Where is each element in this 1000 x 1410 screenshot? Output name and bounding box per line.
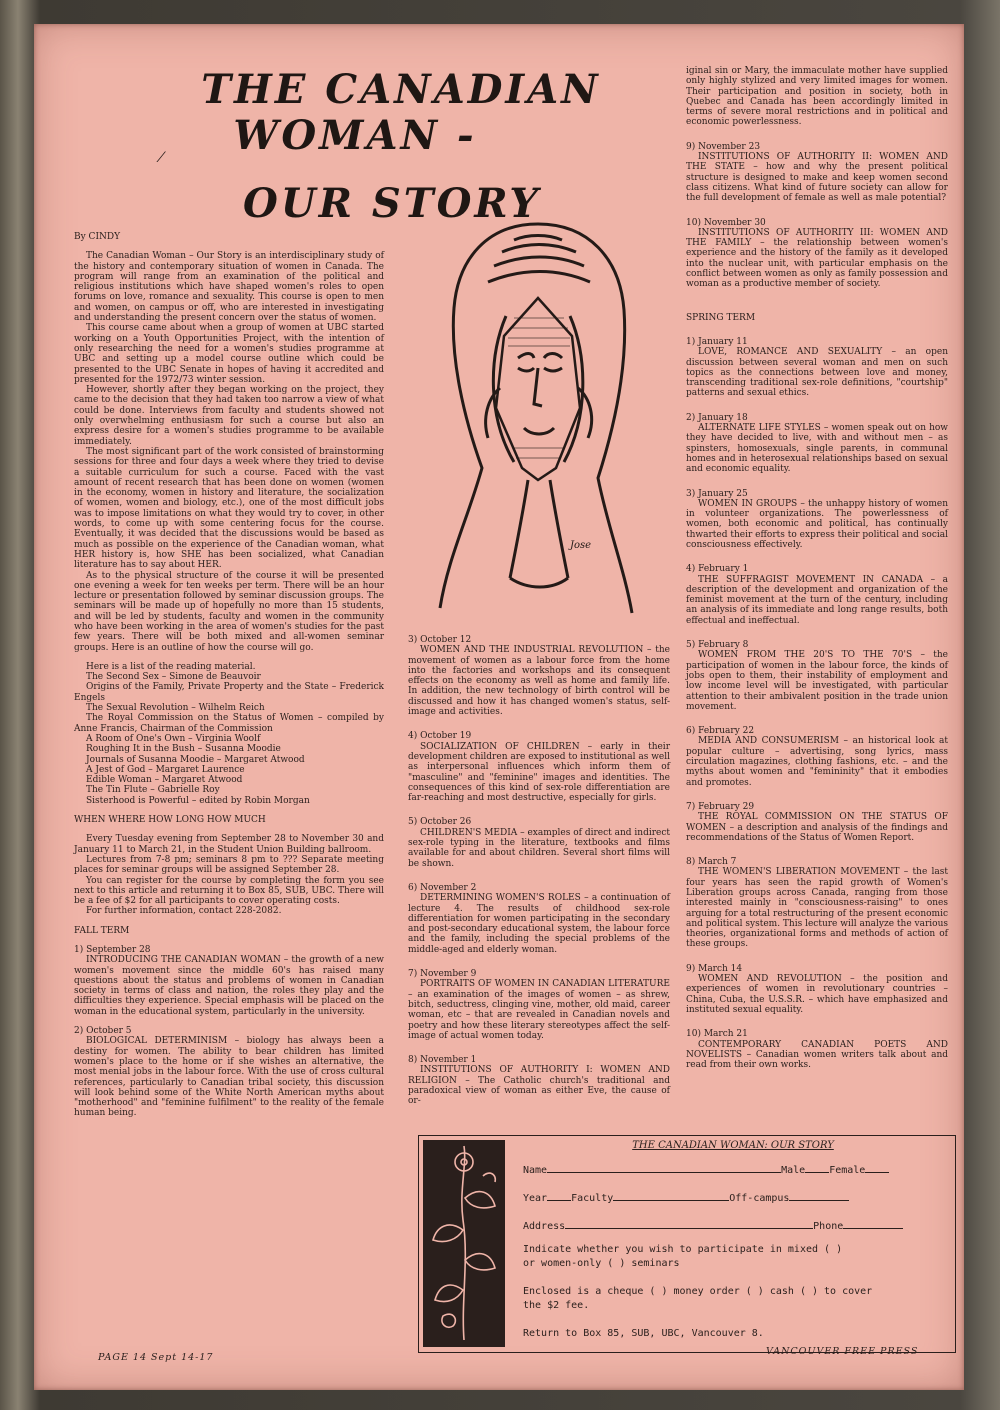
session-text: INTRODUCING THE CANADIAN WOMAN – the growth of a new women's movement since the middle 60's has raised many questions about the status and problems of women in Canadian society in terms of class and nation, the roles they play and the difficulties they experience. Special emphasis will be placed on the woman in the educational system, particularly in the university. xyxy=(74,955,384,1017)
session-text: CHILDREN'S MEDIA – examples of direct and indirect sex-role typing in the literature, textbooks and films available for and about children. Several short films will be shown. xyxy=(408,827,671,869)
when-paragraph: Every Tuesday evening from September 28 to November 30 and January 11 to March 21, in the Student Union Building ballroom. xyxy=(74,834,384,855)
intro-paragraph: This course came about when a group of women at UBC started working on a Youth Opportunities Project, with the intention of only researching the need for a women's studies programme at UBC and setting up a model course outline which could be presented to the UBC Senate in hopes of having it accredited and presented for the 1972/73 winter session. xyxy=(74,323,384,385)
page-footer-right: VANCOUVER FREE PRESS xyxy=(766,1346,919,1357)
session-text: INSTITUTIONS OF AUTHORITY I: WOMEN AND RELIGION – The Catholic church's traditional and paradoxical view of woman as either Eve, the cause of or- xyxy=(408,1065,670,1107)
session-date: 5) February 8 xyxy=(686,640,749,651)
session-date: 1) January 11 xyxy=(686,336,748,347)
reading-list-item: Roughing It in the Bush – Susanna Moodie xyxy=(86,744,281,755)
phone-label: Phone xyxy=(813,1221,844,1232)
reading-list-intro: Here is a list of the reading material. xyxy=(86,661,256,672)
session-date: 7) February 29 xyxy=(686,801,755,812)
session-date: 10) November 30 xyxy=(686,217,766,228)
when-paragraph: You can register for the course by completing the form you see next to this article and returning it to Box 85, SUB, UBC. There will be a fee of $2 for all participants to cover operating costs. xyxy=(74,875,384,907)
session-date: 10) March 21 xyxy=(686,1029,748,1040)
session-text: THE WOMEN'S LIBERATION MOVEMENT – the last four years has seen the rapid growth of Women's Liberation groups across Canada, ranging from those interested mainly in "consciousness-raising" to ones arguing for a total restructuring of the present economic and political system. This lecture will analyze the various theories, organizational forms and methods of action of these groups. xyxy=(686,867,948,950)
intro-paragraph: The most significant part of the work consisted of brainstorming sessions for three and four days a week where they tried to devise a suitable curriculum for such a course. Faced with the vast amount of recent research that has been done on women (women in the economy, women in history and literature, the socialization of women, women and biology, etc.), one of the most difficult jobs was to impose limitations on what they would try to cover, in other words, to come up with some centering focus for the course. Eventually, it was decided that the discussions would be based as much as possible on the experience of the Canadian woman, what HER history is, how SHE has been socialized, what Canadian literature has to say about HER. xyxy=(74,446,384,571)
session-date: 8) March 7 xyxy=(686,857,737,868)
name-field[interactable] xyxy=(547,1162,781,1173)
session-text: WOMEN IN GROUPS – the unhappy history of women in volunteer organizations. The powerlessness of women, both economic and political, has continually thwarted their efforts to express their political and social consciousness effectively. xyxy=(686,498,948,550)
session-text: WOMEN FROM THE 20'S TO THE 70'S – the participation of women in the labour force, the kinds of jobs open to them, their instability of employment and low income level will be investigated, with particular attention to their ambivalent position in the trade union movement. xyxy=(686,650,948,712)
session-date: 6) November 2 xyxy=(408,882,477,893)
session-date: 4) February 1 xyxy=(686,564,749,575)
session-text: PORTRAITS OF WOMEN IN CANADIAN LITERATURE – an examination of the images of women – as shrew, bitch, seductress, clinging vine, mother, old maid, career woman, etc – that are revealed in Canadian novels and poetry and how these literary stereotypes affect the self-image of actual women today. xyxy=(408,979,670,1041)
artist-signature: Jose xyxy=(570,540,592,551)
phone-field[interactable] xyxy=(843,1218,903,1229)
session-text: INSTITUTIONS OF AUTHORITY III: WOMEN AND THE FAMILY – the relationship between women's experience and the history of the family as it developed into the nuclear unit, with particular emphasis on the conflict between women as only as family possession and woman as a productive member of society. xyxy=(686,227,948,290)
session-text: MEDIA AND CONSUMERISM – an historical look at popular culture – advertising, song lyrics, mass circulation magazines, clothing fashions, etc. – and the myths about women and "femininity" that it embodies and promotes. xyxy=(686,736,948,788)
year-field[interactable] xyxy=(547,1190,571,1201)
name-label: Name xyxy=(523,1165,548,1176)
return-address: Return to Box 85, SUB, UBC, Vancouver 8. xyxy=(523,1328,764,1339)
session-text: DETERMINING WOMEN'S ROLES – a continuation of lecture 4. The results of childhood sex-role differentiation for women participating in the secondary and post-secondary educational system, the labour force and the family, including the special problems of the middle-aged and elderly woman. xyxy=(408,893,670,955)
when-heading: WHEN WHERE HOW LONG HOW MUCH xyxy=(74,815,266,826)
when-paragraph: Lectures from 7-8 pm; seminars 8 pm to ??? Separate meeting places for seminar groups will be assigned September 28. xyxy=(74,854,384,876)
off-campus-label: Off-campus xyxy=(729,1193,790,1204)
form-title: THE CANADIAN WOMAN: OUR STORY xyxy=(632,1140,834,1151)
session-text: CONTEMPORARY CANADIAN POETS AND NOVELISTS – Canadian women writers talk about and read from their own works. xyxy=(686,1039,948,1071)
continuation-text: iginal sin or Mary, the immaculate mother have supplied only highly stylized and very limited images for women. Their participation and position in society, both in Quebec and Canada has been accordingly limited in terms of severe moral restrictions and in political and economic powerlessness. xyxy=(686,66,948,128)
session-text: THE ROYAL COMMISSION ON THE STATUS OF WOMEN – a description and analysis of the findings and recommendations of the Status of Women Report. xyxy=(686,812,948,843)
reading-list-item: Edible Woman – Margaret Atwood xyxy=(86,775,243,786)
stray-mark: ⁄ xyxy=(160,150,163,166)
reading-list-item: Journals of Susanna Moodie – Margaret Atwood xyxy=(86,754,305,765)
reading-list-item: The Sexual Revolution – Wilhelm Reich xyxy=(86,703,265,714)
session-date: 3) January 25 xyxy=(686,488,748,499)
column-3 xyxy=(686,66,948,1070)
headline-line-3: OUR STORY xyxy=(243,180,541,227)
fall-term-heading: FALL TERM xyxy=(74,925,130,936)
male-label: Male xyxy=(781,1165,806,1176)
session-date: 3) October 12 xyxy=(408,635,472,645)
registration-form xyxy=(418,1135,956,1353)
session-date: 7) November 9 xyxy=(408,969,477,980)
reading-list-item: Sisterhood is Powerful – edited by Robin Morgan xyxy=(86,795,310,806)
reading-list-item: The Royal Commission on the Status of Women – compiled by Anne Francis, Chairman of the Commission xyxy=(74,713,384,734)
reading-list-item: The Second Sex – Simone de Beauvoir xyxy=(86,672,261,683)
female-field[interactable] xyxy=(865,1162,889,1173)
session-date: 9) November 23 xyxy=(686,141,761,152)
session-text: WOMEN AND THE INDUSTRIAL REVOLUTION – the movement of women as a labour force from the home into the factories and workshops and its consequent effects on the economy as well as home and family life. In addition, the new technology of birth control will be discussed and how it has changed women's status, self-image and activities. xyxy=(408,645,670,718)
woman-portrait-illustration xyxy=(418,218,658,630)
session-text: THE SUFFRAGIST MOVEMENT IN CANADA – a description of the development and organization of the feminist movement at the turn of the century, including an analysis of its immediate and long range results, both effectual and ineffectual. xyxy=(686,574,948,626)
headline-line-2: WOMAN - xyxy=(233,112,477,159)
session-text: INSTITUTIONS OF AUTHORITY II: WOMEN AND THE STATE – how and why the present political structure is designed to make and keep women second class citizens. What kind of future society can allow for the full development of female as well as male potential? xyxy=(686,152,948,204)
byline: By CINDY xyxy=(74,232,121,242)
session-date: 9) March 14 xyxy=(686,963,743,974)
intro-paragraph: The Canadian Woman – Our Story is an interdisciplinary study of the history and contemporary situation of women in Canada. The program will range from an examination of the political and religious institutions which have shaped women's roles to open forums on love, romance and sexuality. This course is open to men and women, on campus or off, who are interested in investigating and understanding the present concern over the status of women. xyxy=(74,251,384,324)
off-campus-field[interactable] xyxy=(789,1190,849,1201)
intro-paragraph: However, shortly after they began working on the project, they came to the decision that they had taken too narrow a view of what could be done. Interviews from faculty and students showed not only overwhelming enthusiasm for such a course but also an express desire for a women's studies programme to be available immediately. xyxy=(74,385,384,447)
session-text: WOMEN AND REVOLUTION – the position and experiences of women in revolutionary countries – China, Cuba, the U.S.S.R. – which have emphasized and instituted sexual equality. xyxy=(686,974,948,1015)
headline-line-1: THE CANADIAN xyxy=(201,66,601,113)
intro-paragraph: As to the physical structure of the course it will be presented one evening a week for ten weeks per term. There will be an hour lecture or presentation followed by seminar discussion groups. The seminars will be made up of hopefully no more than 15 students, and will be led by students, faculty and women in the community who have been working in the area of women's studies for the past few years. There will be both mixed and all-women seminar groups. Here is an outline of how the course will go. xyxy=(74,570,384,653)
when-paragraph: For further information, contact 228-2082. xyxy=(86,906,282,917)
session-date: 8) November 1 xyxy=(408,1055,477,1066)
session-text: LOVE, ROMANCE AND SEXUALITY – an open discussion between several woman and men on such topics as the connections between love and money, transcending traditional sex-role definitions, "courtship" patterns and sexual ethics. xyxy=(686,347,948,399)
reading-list-item: The Tin Flute – Gabrielle Roy xyxy=(86,785,220,796)
seminar-choice-line-2[interactable]: or women-only ( ) seminars xyxy=(523,1258,680,1269)
session-date: 1) September 28 xyxy=(74,945,151,955)
column-2 xyxy=(408,635,670,1107)
column-1 xyxy=(74,232,384,1119)
faculty-label: Faculty xyxy=(571,1193,614,1204)
payment-choice-line-2: the $2 fee. xyxy=(523,1300,590,1311)
session-text: BIOLOGICAL DETERMINISM – biology has always been a destiny for women. The ability to bear children has limited women's place to the home or if she wishes an alternative, the most menial jobs in the labour force. With the use of cross cultural references, particularly to Canadian tribal society, this discussion will look behind some of the White North American myths about "motherhood" and "feminine fulfilment" to the reality of the female human being. xyxy=(74,1036,384,1119)
reading-list-item: Origins of the Family, Private Property and the State – Frederick Engels xyxy=(74,682,384,703)
year-label: Year xyxy=(523,1193,548,1204)
session-date: 5) October 26 xyxy=(408,817,472,828)
spring-term-heading: SPRING TERM xyxy=(686,312,756,323)
male-field[interactable] xyxy=(805,1162,829,1173)
session-date: 4) October 19 xyxy=(408,731,472,742)
floral-bird-illustration xyxy=(423,1140,505,1347)
address-field[interactable] xyxy=(565,1218,813,1229)
session-date: 6) February 22 xyxy=(686,726,755,737)
session-text: ALTERNATE LIFE STYLES – women speak out on how they have decided to live, with and without men – as spinsters, homosexuals, single parents, in communal homes and in heterosexual relationships based on sexual and economic equality. xyxy=(686,423,948,475)
reading-list-item: A Room of One's Own – Virginia Woolf xyxy=(86,733,261,744)
faculty-field[interactable] xyxy=(613,1190,729,1201)
session-date: 2) January 18 xyxy=(686,412,748,423)
address-label: Address xyxy=(523,1221,566,1232)
seminar-choice-line-1[interactable]: Indicate whether you wish to participate in mixed ( ) xyxy=(523,1244,843,1255)
session-date: 2) October 5 xyxy=(74,1026,132,1037)
female-label: Female xyxy=(829,1165,866,1176)
payment-choice-line-1[interactable]: Enclosed is a cheque ( ) money order ( ) cash ( ) to cover xyxy=(523,1286,873,1297)
session-text: SOCIALIZATION OF CHILDREN – early in their development children are exposed to institutional as well as interpersonal influences which inform them of "masculine" and "feminine" images and identities. The consequences of this kind of sex-role differentiation are far-reaching and most destructive, especially for girls. xyxy=(408,741,670,804)
page-footer-left: PAGE 14 Sept 14-17 xyxy=(98,1352,214,1363)
reading-list-item: A Jest of God – Margaret Laurence xyxy=(86,764,245,775)
